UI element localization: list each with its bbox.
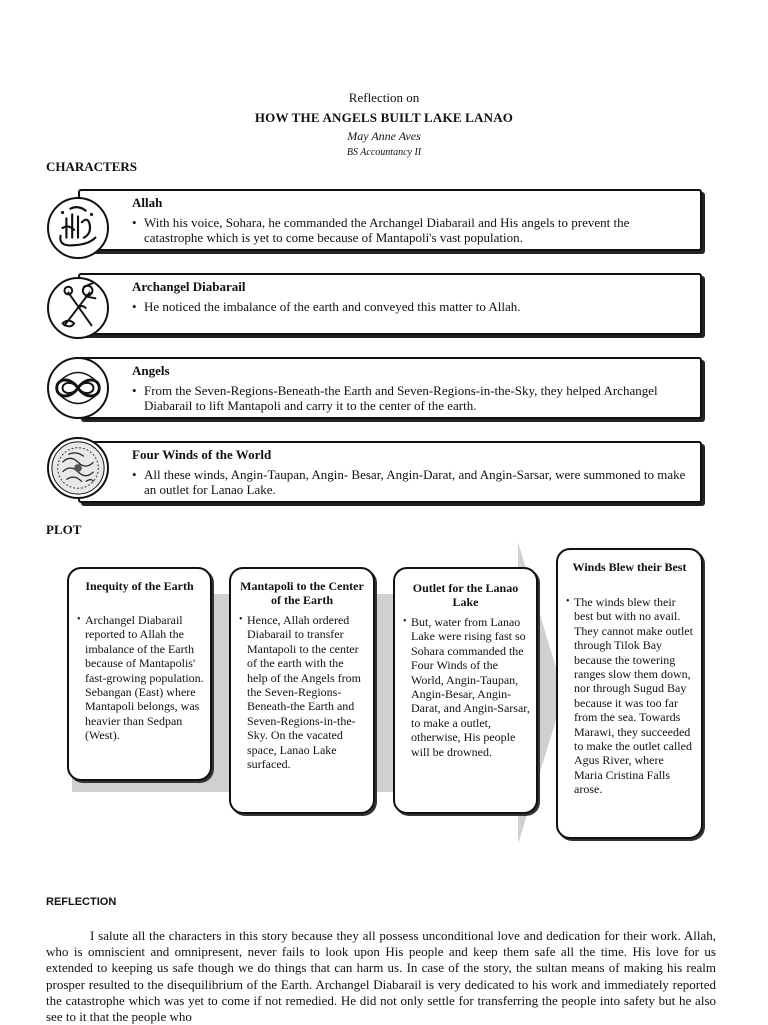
author-name: May Anne Aves [347, 129, 421, 143]
character-card-allah [78, 189, 702, 251]
plot-step-card [229, 567, 375, 814]
plot-step-card [556, 548, 703, 839]
plot-step-description: • But, water from Lanao Lake were rising fast so Sohara commanded the Four Winds of the World, Angin-Taupan, Angin-Besar, Angin-Darat, and Angin-Sarsar, to make a outlet, otherwise, His people will be drowned. [403, 615, 530, 759]
plot-step-title: Inequity of the Earth [85, 579, 194, 593]
bullet-icon: • [132, 299, 137, 314]
bullet-icon: • [132, 467, 137, 482]
plot-step-title: Winds Blew their Best [572, 560, 687, 574]
bullet-icon: • [132, 215, 137, 230]
plot-step-card [67, 567, 212, 781]
character-description: • With his voice, Sohara, he commanded the Archangel Diabarail and His angels to prevent the catastrophe which is yet to come because of Mantapoli's vast population. [132, 215, 630, 245]
character-name: Four Winds of the World [132, 447, 272, 462]
reflection-paragraph: I salute all the characters in this story because they all possess unconditional love and dedication for their work. Allah, who is omniscient and omnipresent, never fails to look upon His people and keep them safe all the time. His love for us extended to keeping us safe though we do things that can harm us. In case of the story, the sultan means of making his realm prosper resulted to the disequilibrium of the Earth. Archangel Diabarail is very dedicated to his work and immediately reported the catastrophe which was yet to come if not remedied. He did not only settle for transferring the people into safety but he also see to it that the people who [46, 928, 716, 1025]
character-name: Angels [132, 363, 170, 378]
arabic-calligraphy-icon [47, 197, 109, 259]
character-card-archangel-diabarail [78, 273, 702, 335]
course-label: BS Accountancy II [346, 147, 422, 158]
bullet-icon: • [403, 616, 407, 627]
plot-step-title: Outlet for the Lanao Lake [412, 581, 519, 609]
winds-medallion-icon [47, 437, 109, 499]
plot-step-description: • The winds blew their best but with no avail. They cannot make outlet through Tilok Bay because the towering ranges slow them down, nor through Sugud Bay because it was too far from the sea. Towards Marawi, they succeeded to make the outlet called Agus River, where Maria Cristina Falls arose. [566, 595, 693, 797]
characters-heading: CHARACTERS [46, 159, 138, 174]
plot-step-description: • Archangel Diabarail reported to Allah the imbalance of the Earth because of Mantapolis' fast-growing population. Sebangan (East) where Mantapoli belongs, was heavier than Sedpan (West). [77, 613, 204, 743]
character-card-angels [78, 357, 702, 419]
character-description: • He noticed the imbalance of the earth and conveyed this matter to Allah. [132, 299, 521, 314]
plot-heading: PLOT [46, 522, 82, 537]
infinity-knot-icon [47, 357, 109, 419]
character-description: • From the Seven-Regions-Beneath-the Earth and Seven-Regions-in-the-Sky, they helped Archangel Diabarail to lift Mantapoli and carry it to the center of the earth. [132, 383, 658, 413]
plot-step-card [393, 567, 538, 814]
bullet-icon: • [132, 383, 137, 398]
character-name: Archangel Diabarail [132, 279, 246, 294]
plot-step-description: • Hence, Allah ordered Diabarail to transfer Mantapoli to the center of the earth with the help of the Angels from the Seven-Regions-Beneath-the Earth and Seven-Regions-in-the-Sky. On the vacated space, Lanao Lake surfaced. [239, 613, 361, 772]
bullet-icon: • [239, 614, 243, 625]
character-card-four-winds [78, 441, 702, 503]
character-description: • All these winds, Angin-Taupan, Angin- Besar, Angin-Darat, and Angin-Sarsar, were summoned to make an outlet for Lanao Lake. [132, 467, 686, 497]
plot-step-title: Mantapoli to the Center of the Earth [240, 579, 364, 607]
bullet-icon: • [77, 614, 81, 625]
archangel-staff-icon [47, 277, 109, 339]
reflection-heading: REFLECTION [46, 896, 117, 908]
document-title: HOW THE ANGELS BUILT LAKE LANAO [254, 110, 514, 125]
character-name: Allah [132, 195, 163, 210]
bullet-icon: • [566, 596, 570, 607]
reflection-on-label: Reflection on [348, 90, 420, 105]
